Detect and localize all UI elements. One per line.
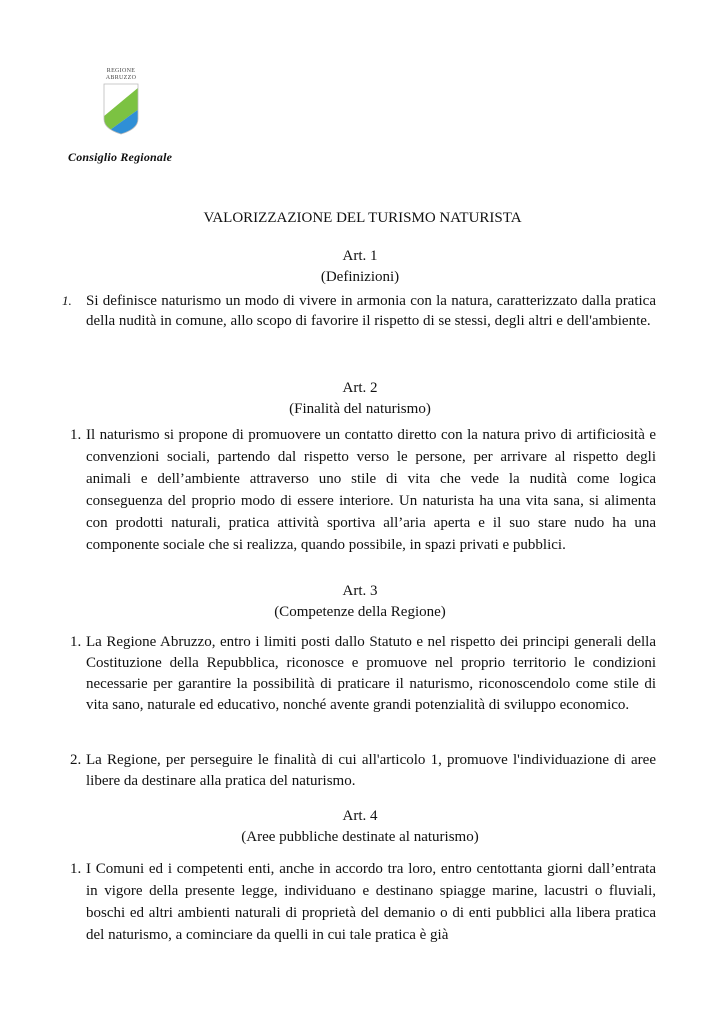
article-heading: Art. 3 — [342, 583, 378, 599]
paragraph-number: 1. — [70, 861, 82, 877]
article-subtitle: (Definizioni) — [320, 269, 400, 285]
article-4-paragraph-1 — [60, 858, 656, 946]
article-4-header — [60, 806, 660, 848]
paragraph-text: I Comuni ed i competenti enti, anche in accordo tra loro, entro centottanta giorni dall’entrata in vigore della presente legge, individuano e destinano spiagge marine, lacustri o fluviali, boschi ed altri ambienti naturali di proprietà del demanio o di enti pubblici alla libera pratica del naturismo, a cominciare da quelli in cui tale pratica è già — [86, 861, 656, 943]
paragraph-text: Si definisce naturismo un modo di vivere in armonia con la natura, caratterizzato dalla pratica della nudità in comune, allo scopo di favorire il rispetto di se stessi, degli altri e dell'ambiente. — [86, 293, 656, 329]
article-subtitle: (Finalità del naturismo) — [289, 401, 431, 417]
paragraph-number: 1. — [70, 634, 82, 650]
article-heading: Art. 2 — [342, 380, 378, 396]
logo-text-bottom: ABRUZZO — [105, 75, 137, 81]
paragraph-text: Il naturismo si propone di promuovere un contatto diretto con la natura privo di artificiosità e convenzioni sociali, partendo dal rispetto verso le persone, per arrivare al rispetto degli animali e dell’ambiente attraverso uno stile di vita che vede la nudità come logica conseguenza del proprio modo di essere interiore. Un naturista ha una vita sana, si alimenta con prodotti naturali, pratica attività sportiva all’aria aperta e il suo stare nudo ha una componente sociale che si realizza, quando possibile, in spazi privati e pubblici. — [86, 427, 656, 553]
abruzzo-shield-icon — [103, 83, 139, 135]
article-2-paragraph-1 — [60, 424, 656, 556]
article-1-paragraph-1 — [60, 291, 656, 331]
article-2-header — [60, 378, 660, 420]
article-heading: Art. 4 — [342, 808, 378, 824]
paragraph-number: 2. — [70, 752, 82, 768]
article-heading: Art. 1 — [342, 248, 378, 264]
article-3-paragraph-1 — [60, 632, 656, 716]
article-1-header — [60, 246, 660, 288]
document-title: VALORIZZAZIONE DEL TURISMO NATURISTA — [203, 210, 522, 226]
region-logo — [96, 68, 146, 135]
logo-text-top: REGIONE — [106, 68, 136, 74]
paragraph-number: 1. — [62, 293, 72, 308]
article-3-paragraph-2 — [60, 750, 656, 792]
paragraph-number: 1. — [70, 427, 82, 443]
paragraph-text: La Regione, per perseguire le finalità di cui all'articolo 1, promuove l'individuazione di aree libere da destinare alla pratica del naturismo. — [86, 752, 656, 789]
council-label: Consiglio Regionale — [68, 150, 173, 164]
article-subtitle: (Competenze della Regione) — [274, 604, 446, 620]
article-3-header — [60, 581, 660, 623]
article-subtitle: (Aree pubbliche destinate al naturismo) — [241, 829, 479, 845]
paragraph-text: La Regione Abruzzo, entro i limiti posti dallo Statuto e nel rispetto dei principi generali della Costituzione della Repubblica, riconosce e promuove nel proprio territorio le condizioni necessarie per garantire la possibilità di praticare il naturismo, riconoscendolo come stile di vita sano, naturale ed educativo, nonché avente grandi potenzialità di sviluppo economico. — [86, 634, 656, 713]
